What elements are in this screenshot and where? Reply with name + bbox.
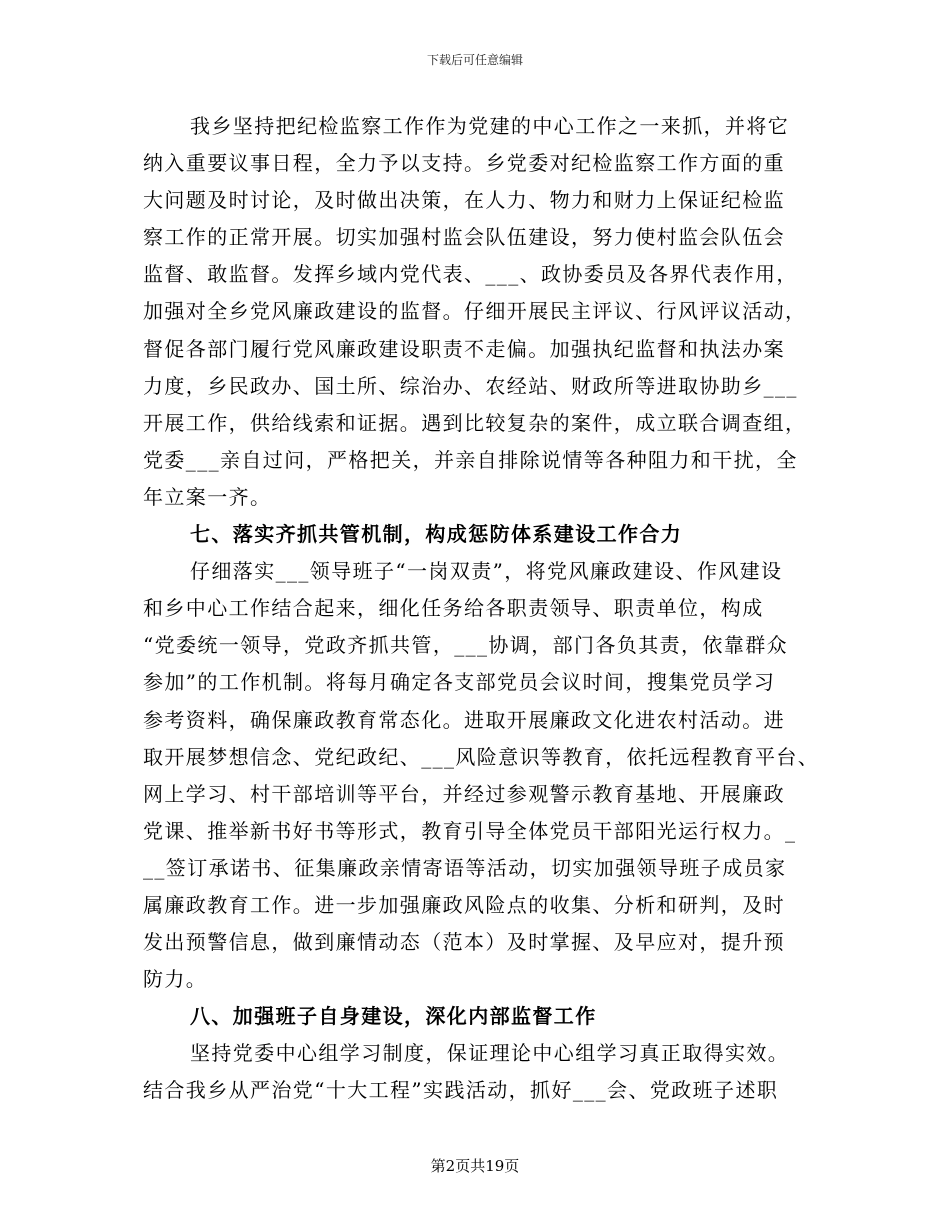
section-heading: 八、加强班子自身建设，深化内部监督工作	[190, 1004, 597, 1029]
paragraph-line: 大问题及时讨论，及时做出决策，在人力、物力和财力上保证纪检监	[143, 188, 785, 213]
paragraph-line: 发出预警信息，做到廉情动态（范本）及时掌握、及早应对，提升预	[143, 930, 785, 955]
paragraph-line: “党委统一领导，党政齐抓共管，___协调，部门各负其责，依靠群众	[143, 633, 789, 658]
paragraph-line: __签订承诺书、征集廉政亲情寄语等活动，切实加强领导班子成员家	[143, 855, 787, 880]
paragraph-line: 坚持党委中心组学习制度，保证理论中心组学习真正取得实效。	[190, 1041, 790, 1066]
paragraph-line: 防力。	[143, 967, 208, 992]
paragraph-line: 属廉政教育工作。进一步加强廉政风险点的收集、分析和研判，及时	[143, 892, 785, 917]
paragraph-line: 党委___亲自过问，严格把关，并亲自排除说情等各种阻力和干扰，全	[143, 447, 798, 472]
paragraph-line: 结合我乡从严治党“十大工程”实践活动，抓好___会、党政班子述职	[143, 1078, 779, 1103]
paragraph-line: 年立案一齐。	[143, 484, 272, 509]
paragraph-line: 察工作的正常开展。切实加强村监会队伍建设，努力使村监会队伍会	[143, 225, 785, 250]
document-body	[143, 108, 823, 1110]
paragraph-line: 取开展梦想信念、党纪政纪、___风险意识等教育，依托远程教育平台、	[143, 744, 820, 769]
paragraph-line: 和乡中心工作结合起来，细化任务给各职责领导、职责单位，构成	[143, 596, 764, 621]
paragraph-line: 督促各部门履行党风廉政建设职责不走偏。加强执纪监督和执法办案	[143, 336, 785, 361]
paragraph-line: 仔细落实___领导班子“一岗双责”，将党风廉政建设、作风建设	[190, 559, 783, 584]
paragraph-line: 参考资料，确保廉政教育常态化。进取开展廉政文化进农村活动。进	[143, 707, 785, 732]
paragraph-line: 我乡坚持把纪检监察工作作为党建的中心工作之一来抓，并将它	[190, 114, 790, 138]
paragraph-line: 加强对全乡党风廉政建设的监督。仔细开展民主评议、行风评议活动，	[143, 299, 807, 324]
paragraph-line: 力度，乡民政办、国土所、综治办、农经站、财政所等进取协助乡___	[143, 373, 798, 398]
paragraph-line: 参加”的工作机制。将每月确定各支部党员会议时间，搜集党员学习	[143, 670, 776, 695]
page-number: 第2页共19页	[430, 1157, 520, 1175]
paragraph-line: 纳入重要议事日程，全力予以支持。乡党委对纪检监察工作方面的重	[143, 151, 785, 176]
paragraph-line: 网上学习、村干部培训等平台，并经过参观警示教育基地、开展廉政	[143, 781, 785, 806]
paragraph-line: 党课、推举新书好书等形式，教育引导全体党员干部阳光运行权力。_	[143, 818, 797, 843]
page-header: 下载后可任意编辑	[426, 53, 523, 67]
paragraph-line: 监督、敢监督。发挥乡域内党代表、___、政协委员及各界代表作用，	[143, 262, 798, 287]
section-heading: 七、落实齐抓共管机制，构成惩防体系建设工作合力	[190, 522, 683, 547]
paragraph-line: 开展工作，供给线索和证据。遇到比较复杂的案件，成立联合调查组，	[143, 410, 807, 435]
